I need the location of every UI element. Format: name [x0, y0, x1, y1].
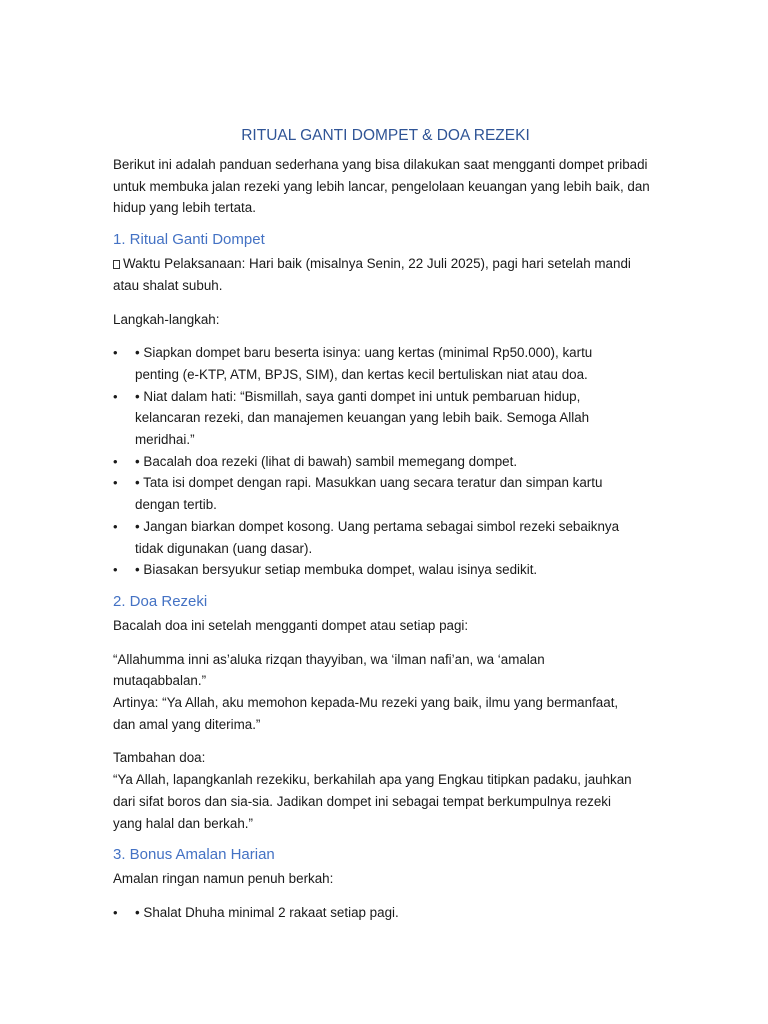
section-1-heading: 1. Ritual Ganti Dompet [113, 231, 265, 249]
list-item: • • Bacalah doa rezeki (lihat di bawah) sambil memegang dompet. [113, 451, 658, 473]
section-2-heading: 2. Doa Rezeki [113, 592, 208, 610]
bullet-icon: • [113, 904, 118, 920]
bullet-icon: • [113, 562, 118, 578]
document-title: RITUAL GANTI DOMPET & DOA REZEKI [241, 127, 530, 144]
prayer-lead: Bacalah doa ini setelah mengganti dompet atau setiap pagi: [113, 617, 469, 633]
prayer-paragraph: “Allahumma inni as’aluka rizqan thayyiban, wa ‘ilman nafi’an, wa ‘amalan mutaqabbalan.” Artinya: “Ya Allah, aku memohon kepada-Mu rezeki yang baik, ilmu yang bermanfaat, dan amal yang diterima.” [113, 651, 619, 732]
time-paragraph: Waktu Pelaksanaan: Hari baik (misalnya Senin, 22 Juli 2025), pagi hari setelah mandi atau shalat subuh. [113, 256, 631, 293]
bullet-icon: • [113, 518, 118, 534]
bonus-list [113, 902, 658, 924]
bullet-icon: • [113, 388, 118, 404]
section-3-heading: 3. Bonus Amalan Harian [113, 846, 275, 864]
steps-list [113, 342, 658, 581]
list-item: • • Jangan biarkan dompet kosong. Uang pertama sebagai simbol rezeki sebaiknya tidak digunakan (uang dasar). [113, 516, 658, 559]
intro-text: Berikut ini adalah panduan sederhana yang bisa dilakukan saat mengganti dompet pribadi untuk membuka jalan rezeki yang lebih lancar, pengelolaan keuangan yang lebih baik, dan hidup yang lebih tertata. [113, 157, 650, 216]
document-body [113, 126, 658, 924]
intro-paragraph [113, 154, 658, 219]
bullet-icon: • [113, 475, 118, 491]
extra-prayer-paragraph: Tambahan doa: “Ya Allah, lapangkanlah rezekiku, berkahilah apa yang Engkau titipkan padaku, jauhkan dari sifat boros dan sia-sia. Jadikan dompet ini sebagai tempat berkumpulnya rezeki yang halal dan berkah.” [113, 750, 632, 831]
bullet-icon: • [113, 453, 118, 469]
list-item: • • Niat dalam hati: “Bismillah, saya ganti dompet ini untuk pembaruan hidup, kelancaran rezeki, dan manajemen keuangan yang lebih baik. Semoga Allah meridhai.” [113, 386, 658, 451]
list-item: • • Shalat Dhuha minimal 2 rakaat setiap pagi. [113, 902, 658, 924]
bullet-icon: • [113, 345, 118, 361]
list-item: • • Tata isi dompet dengan rapi. Masukkan uang secara teratur dan simpan kartu dengan tertib. [113, 472, 658, 515]
list-item: • • Siapkan dompet baru beserta isinya: uang kertas (minimal Rp50.000), kartu penting (e-KTP, ATM, BPJS, SIM), dan kertas kecil bertuliskan niat atau doa. [113, 342, 658, 385]
steps-label: Langkah-langkah: [113, 311, 220, 327]
list-item: • • Biasakan bersyukur setiap membuka dompet, walau isinya sedikit. [113, 559, 658, 581]
bonus-lead: Amalan ringan namun penuh berkah: [113, 871, 334, 887]
missing-glyph-icon [113, 260, 120, 269]
